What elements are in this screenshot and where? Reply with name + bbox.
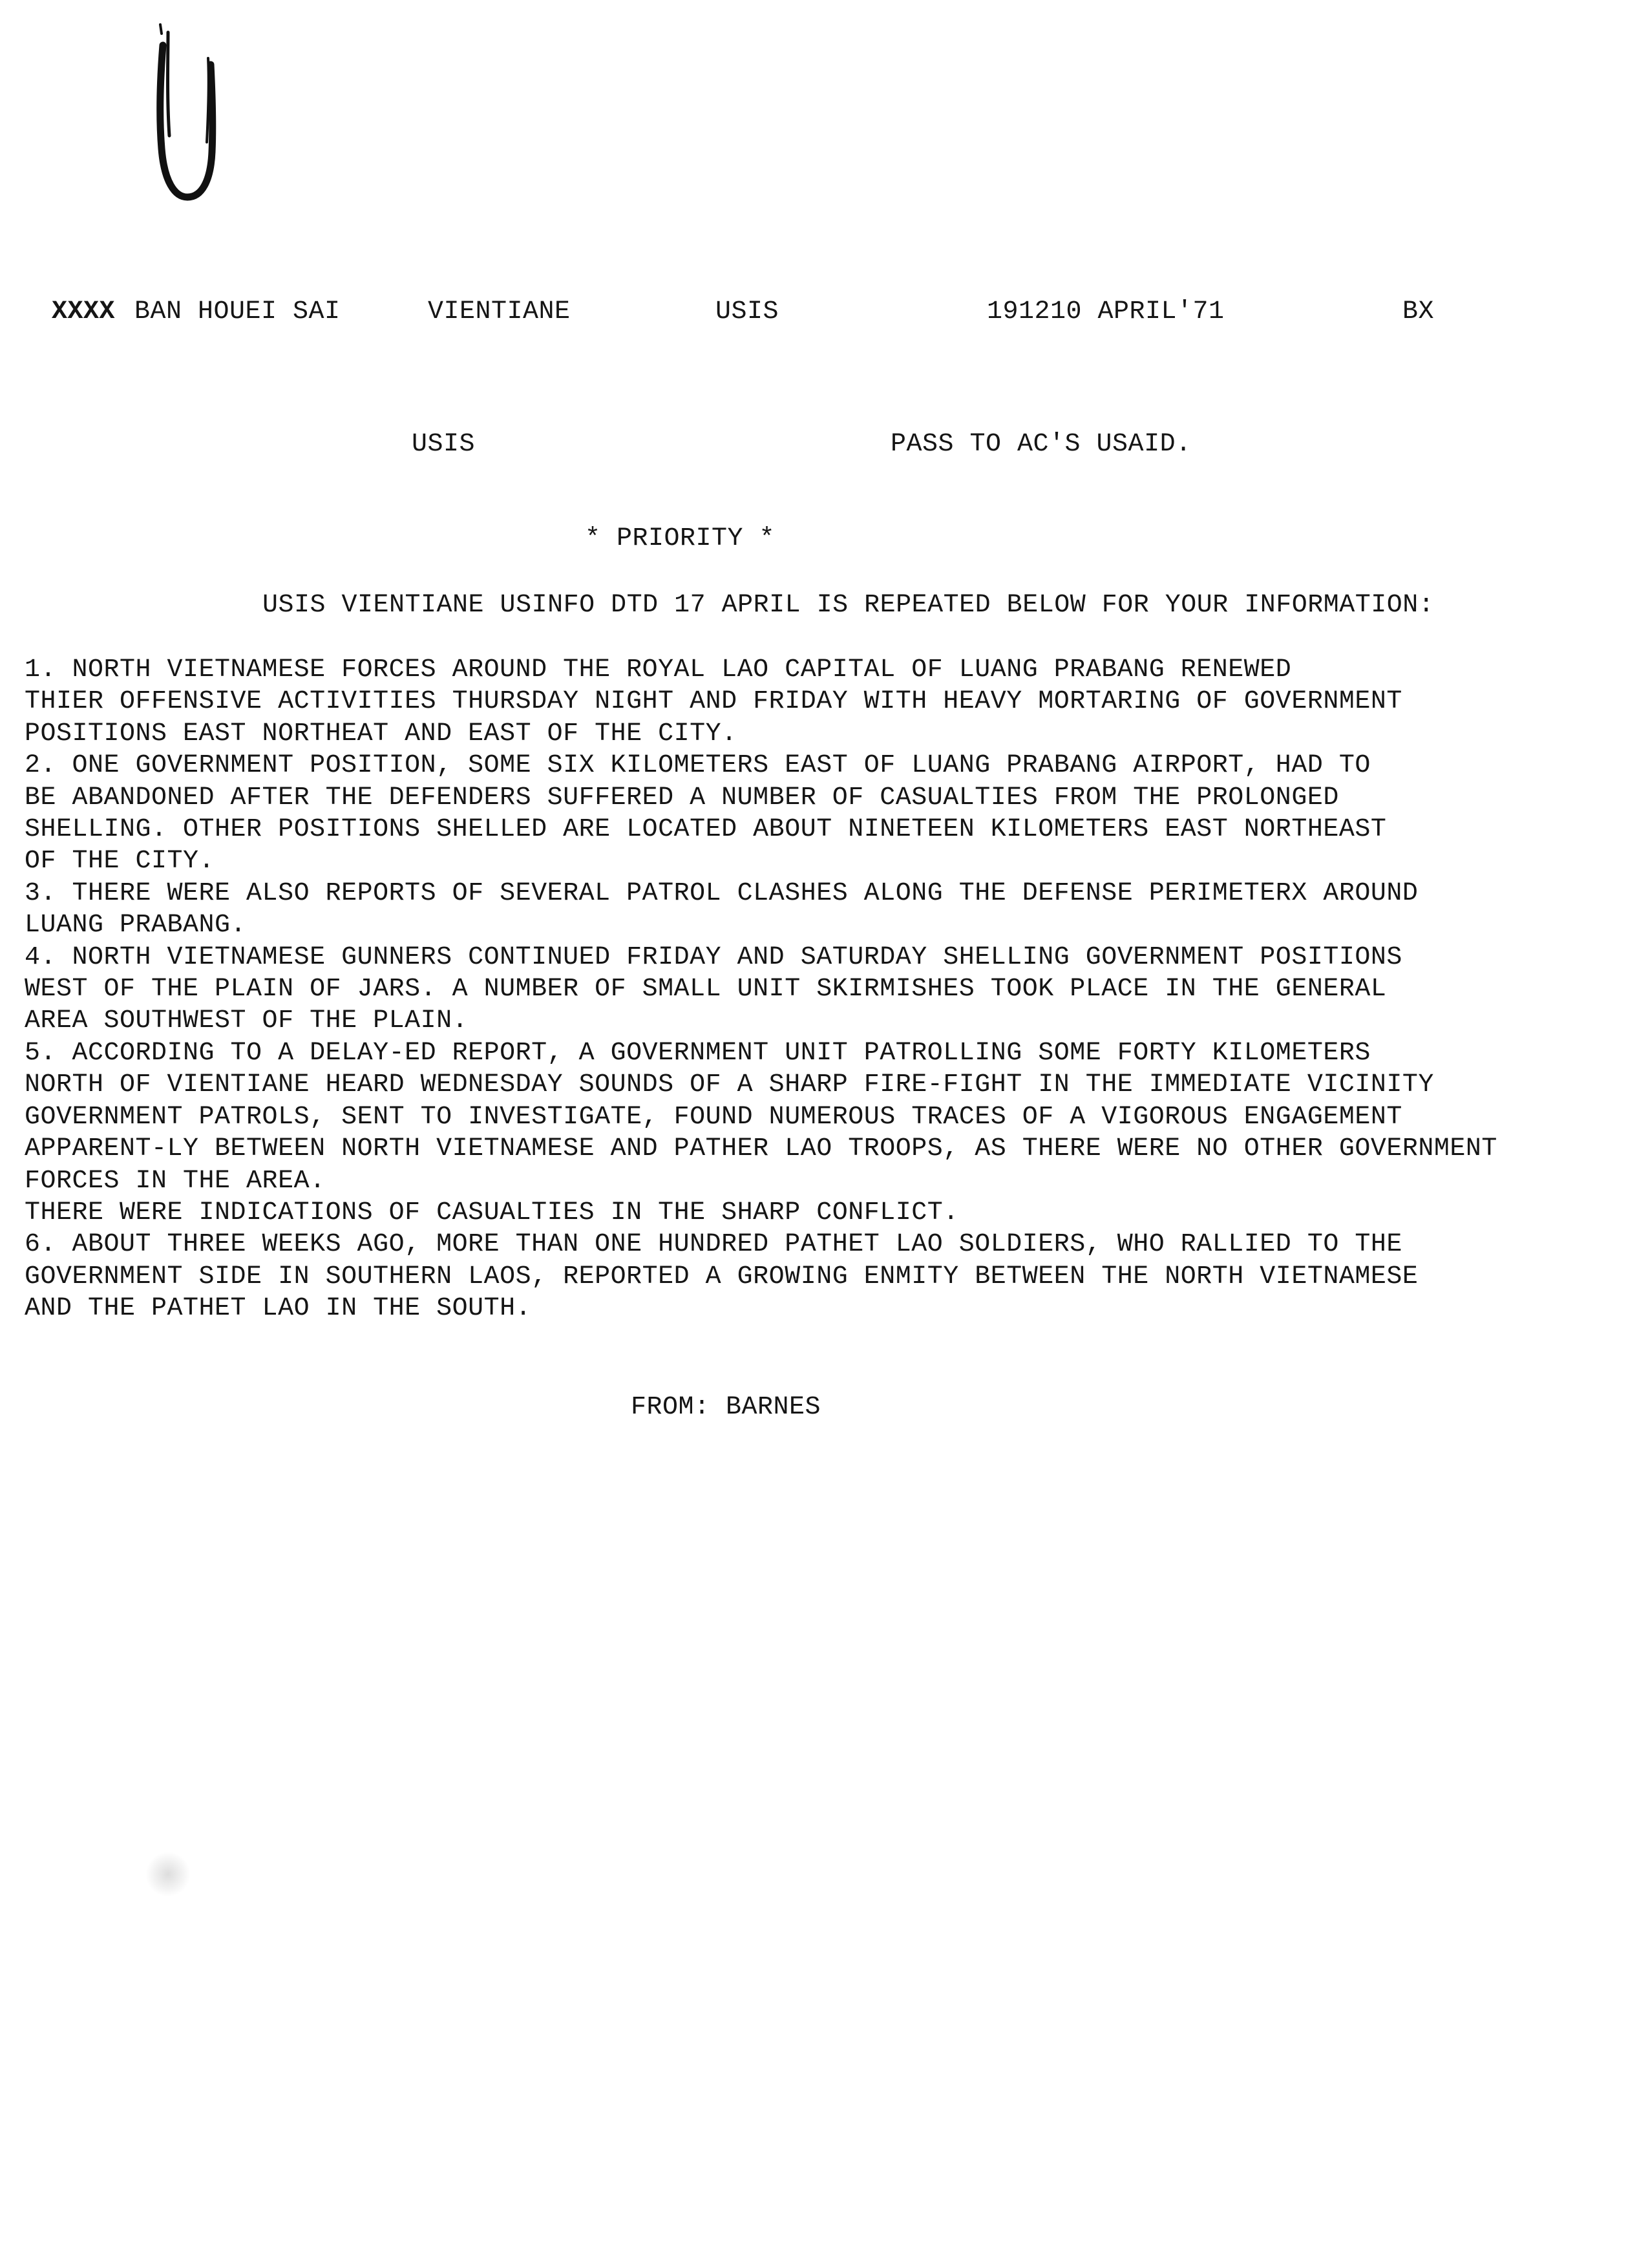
scan-smudge <box>145 1852 191 1897</box>
handwritten-u-mark <box>149 19 226 207</box>
body-line: WEST OF THE PLAIN OF JARS. A NUMBER OF SMALL UNIT SKIRMISHES TOOK PLACE IN THE GENERAL <box>25 975 1387 1004</box>
signature: FROM: BARNES <box>631 1393 821 1422</box>
body-line: 5. ACCORDING TO A DELAY-ED REPORT, A GOVERNMENT UNIT PATROLLING SOME FORTY KILOMETERS <box>25 1038 1371 1068</box>
handwritten-u-mark-drawing <box>149 19 226 207</box>
body-line: 1. NORTH VIETNAMESE FORCES AROUND THE ROYAL LAO CAPITAL OF LUANG PRABANG RENEWED <box>25 655 1292 684</box>
body-line: GOVERNMENT PATROLS, SENT TO INVESTIGATE, FOUND NUMEROUS TRACES OF A VIGOROUS ENGAGEMENT <box>25 1102 1402 1132</box>
header-origin: BAN HOUEI SAI <box>134 297 341 326</box>
body-line: GOVERNMENT SIDE IN SOUTHERN LAOS, REPORTED A GROWING ENMITY BETWEEN THE NORTH VIETNAMESE <box>25 1262 1419 1291</box>
body-line: FORCES IN THE AREA. <box>25 1166 326 1196</box>
body-line: 6. ABOUT THREE WEEKS AGO, MORE THAN ONE HUNDRED PATHET LAO SOLDIERS, WHO RALLIED TO THE <box>25 1230 1402 1260</box>
header-origin-strike: XXXX <box>52 297 116 326</box>
intro-line: USIS VIENTIANE USINFO DTD 17 APRIL IS REPEATED BELOW FOR YOUR INFORMATION: <box>262 591 1435 620</box>
header-initials: BX <box>1402 297 1435 326</box>
body-line: BE ABANDONED AFTER THE DEFENDERS SUFFERED A NUMBER OF CASUALTIES FROM THE PROLONGED <box>25 783 1339 812</box>
routing-instruction: PASS TO AC'S USAID. <box>891 430 1192 459</box>
header-destination: VIENTIANE <box>428 297 571 326</box>
precedence: * PRIORITY * <box>585 524 776 553</box>
body-line: APPARENT-LY BETWEEN NORTH VIETNAMESE AND PATHER LAO TROOPS, AS THERE WERE NO OTHER GOVERNMENT <box>25 1134 1497 1164</box>
body-line: 4. NORTH VIETNAMESE GUNNERS CONTINUED FRIDAY AND SATURDAY SHELLING GOVERNMENT POSITIONS <box>25 942 1402 972</box>
header-dtg: 191210 APRIL'71 <box>987 297 1225 326</box>
routing-to: USIS <box>412 430 476 459</box>
body-line: THIER OFFENSIVE ACTIVITIES THURSDAY NIGHT AND FRIDAY WITH HEAVY MORTARING OF GOVERNMENT <box>25 687 1402 717</box>
body-line: LUANG PRABANG. <box>25 911 247 940</box>
body-line: 3. THERE WERE ALSO REPORTS OF SEVERAL PATROL CLASHES ALONG THE DEFENSE PERIMETERX AROUND <box>25 878 1419 908</box>
body-line: POSITIONS EAST NORTHEAT AND EAST OF THE CITY. <box>25 719 737 748</box>
header-agency: USIS <box>715 297 779 326</box>
body-line: SHELLING. OTHER POSITIONS SHELLED ARE LOCATED ABOUT NINETEEN KILOMETERS EAST NORTHEAST <box>25 815 1387 845</box>
body-line: AREA SOUTHWEST OF THE PLAIN. <box>25 1006 469 1036</box>
body-line: NORTH OF VIENTIANE HEARD WEDNESDAY SOUNDS OF A SHARP FIRE-FIGHT IN THE IMMEDIATE VICINITY <box>25 1070 1434 1100</box>
body-line: AND THE PATHET LAO IN THE SOUTH. <box>25 1294 532 1324</box>
body-line: OF THE CITY. <box>25 847 215 876</box>
body-line: 2. ONE GOVERNMENT POSITION, SOME SIX KILOMETERS EAST OF LUANG PRABANG AIRPORT, HAD TO <box>25 751 1371 781</box>
message-body <box>25 654 1627 1325</box>
body-line: THERE WERE INDICATIONS OF CASUALTIES IN THE SHARP CONFLICT. <box>25 1198 959 1227</box>
